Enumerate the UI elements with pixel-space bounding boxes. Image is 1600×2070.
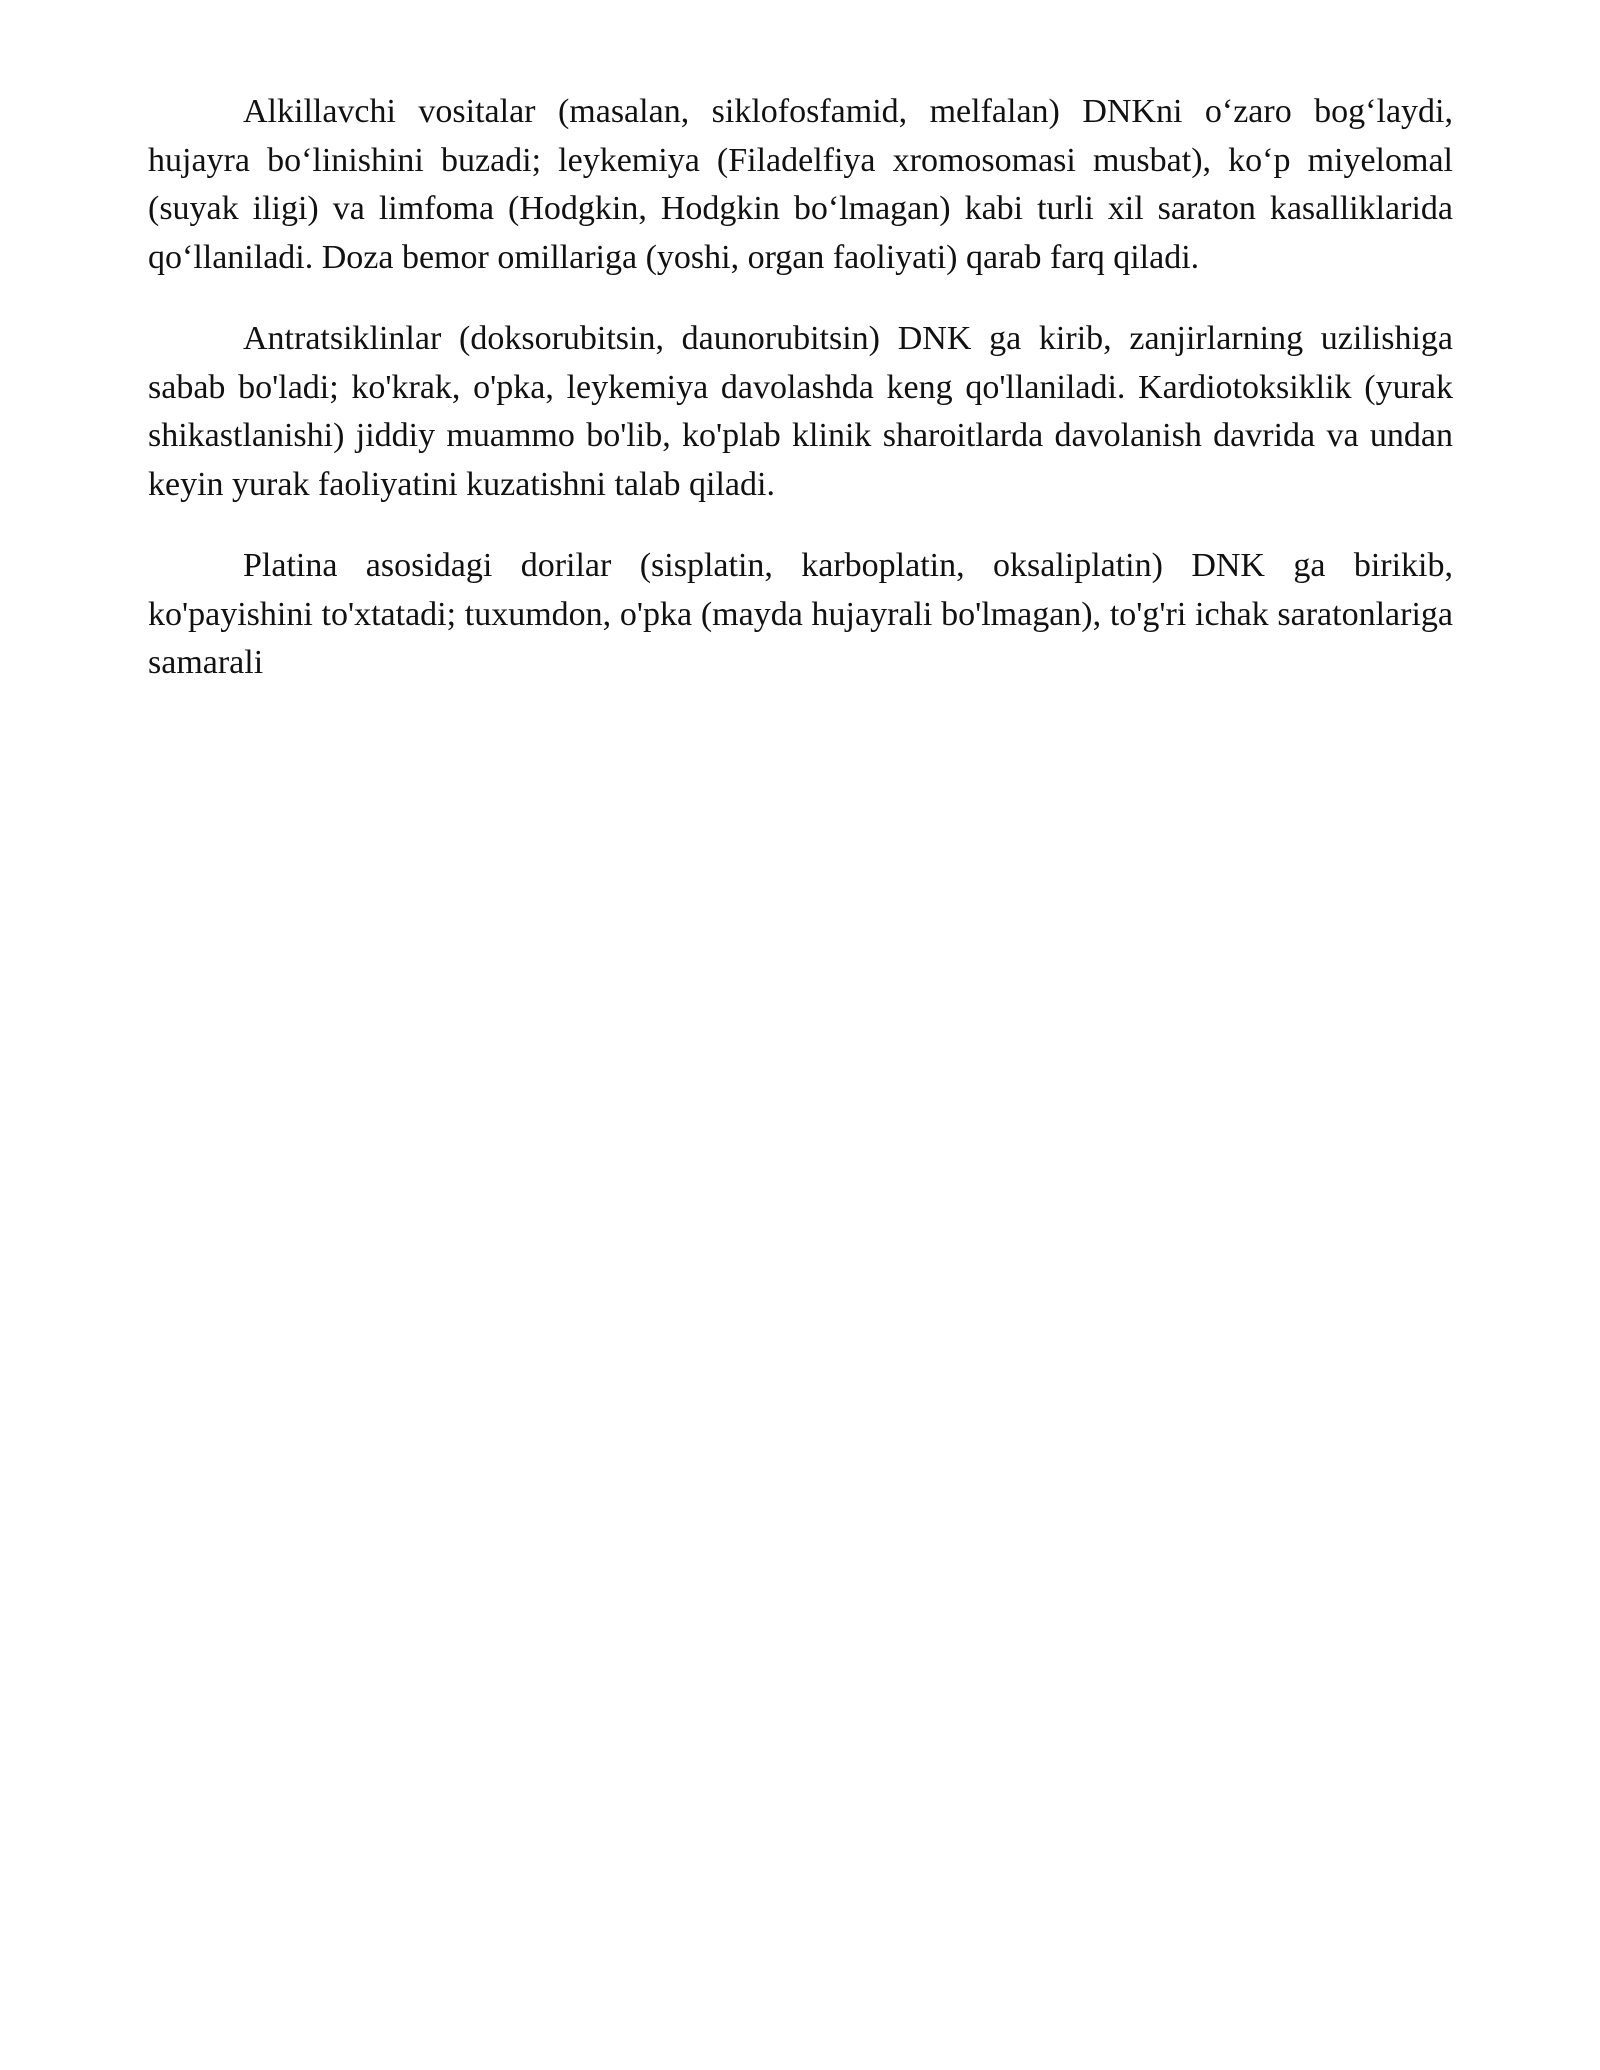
paragraph-anthracyclines: Antratsiklinlar (doksorubitsin, daunorubitsin) DNK ga kirib, zanjirlarning uzilishiga sabab bo'ladi; ko'krak, o'pka, leykemiya davolashda keng qo'llaniladi. Kardiotoksiklik (yurak shikastlanishi) jiddiy muammo bo'lib, ko'plab klinik sharoitlarda davolanish davrida va undan keyin yurak faoliyatini kuzatishni talab qiladi. <box>148 320 1453 503</box>
paragraph-alkylating-agents: Alkillavchi vositalar (masalan, siklofosfamid, melfalan) DNKni o‘zaro bog‘laydi, hujayra bo‘linishini buzadi; leykemiya (Filadelfiya xromosomasi musbat), ko‘p miyelomal (suyak iligi) va limfoma (Hodgkin, Hodgkin bo‘lmagan) kabi turli xil saraton kasalliklarida qo‘llaniladi. Doza bemor omillariga (yoshi, organ faoliyati) qarab farq qiladi. <box>148 93 1453 276</box>
document-body <box>148 88 1453 721</box>
paragraph-platinum-drugs: Platina asosidagi dorilar (sisplatin, karboplatin, oksaliplatin) DNK ga birikib, ko'payishini to'xtatadi; tuxumdon, o'pka (mayda hujayrali bo'lmagan), to'g'ri ichak saratonlariga samarali <box>148 547 1453 681</box>
